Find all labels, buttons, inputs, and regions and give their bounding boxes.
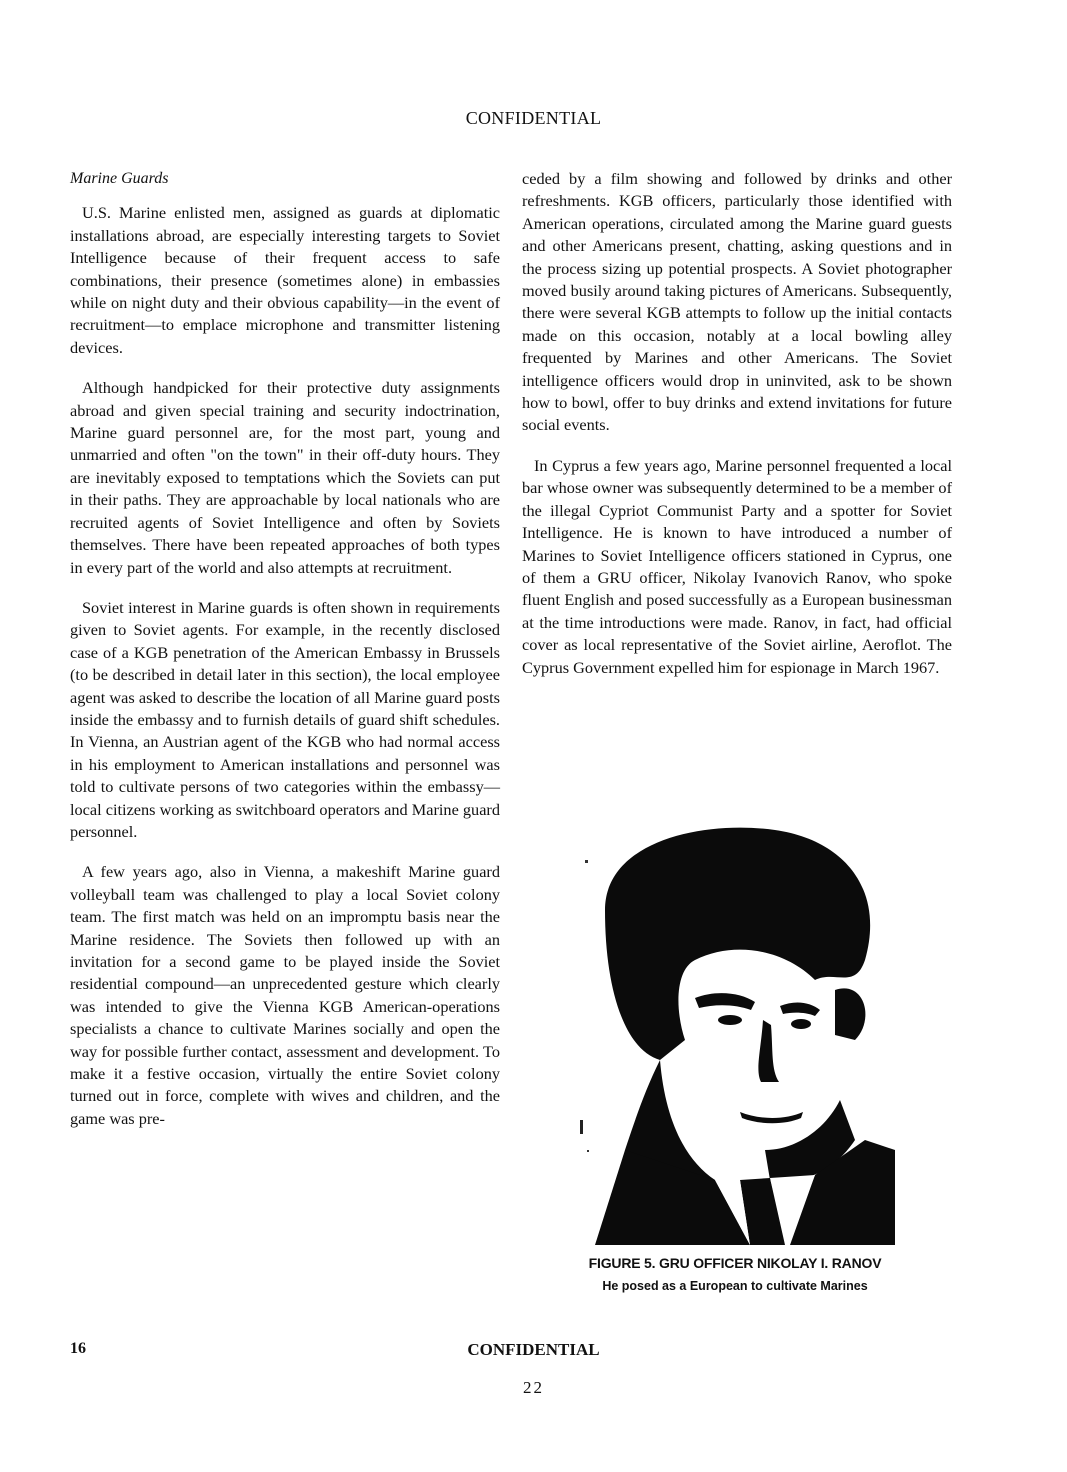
right-column bbox=[522, 168, 952, 697]
footer-classification: CONFIDENTIAL bbox=[467, 1340, 600, 1359]
header-classification: CONFIDENTIAL bbox=[465, 108, 602, 128]
paragraph: Although handpicked for their protective duty assignments abroad and given special training and security indoctrination, Marine guard personnel are, for the most part, young and unmarried and often "on the town" in their off-duty hours. They are inevitably exposed to temptations which the Soviets can put in their paths. They are approachable by local nationals who are recruited agents of Soviet Intelligence and often by Soviets themselves. There have been repeated approaches of both types in every part of the world and also attempts at recruitment. bbox=[70, 378, 500, 577]
caption-subtitle: He posed as a European to cultivate Marines bbox=[602, 1279, 868, 1293]
sheet-number: 22 bbox=[523, 1378, 544, 1397]
figure-caption bbox=[520, 1255, 950, 1293]
portrait-photo bbox=[565, 820, 895, 1245]
caption-title: FIGURE 5. GRU OFFICER NIKOLAY I. RANOV bbox=[588, 1255, 882, 1271]
paragraph: ceded by a film showing and followed by drinks and other refreshments. KGB officers, particularly those identified with American operations, circulated among the Marine guard guests and other Americans present, chatting, asking questions and in the process sizing up potential prospects. A Soviet photographer moved busily around taking pictures of Americans. Subsequently, there were several KGB attempts to follow up the initial contacts made on this occasion, notably at a local bowling alley frequented by Marines and other Americans. The Soviet intelligence officers would drop in uninvited, ask to be shown how to bowl, offer to buy drinks and extend invitations for future social events. bbox=[522, 169, 952, 435]
paragraph: In Cyprus a few years ago, Marine personnel frequented a local bar whose owner was subsequently determined to be a member of the illegal Cypriot Communist Party and a spotter for Soviet Intelligence. He is known to have introduced a number of Marines to Soviet Intelligence officers stationed in Cyprus, one of them a GRU officer, Nikolay Ivanovich Ranov, who spoke fluent English and posed successfully as a European businessman at the time introductions were made. Ranov, in fact, had official cover as local representative of the Soviet airline, Aeroflot. The Cyprus Government expelled him for espionage in March 1967. bbox=[522, 455, 952, 677]
paragraph: A few years ago, also in Vienna, a makeshift Marine guard volleyball team was challenged to play a local Soviet colony team. The first match was held on an impromptu basis near the Marine residence. The Soviets then followed up with an invitation for a second game to be played inside the Soviet residential compound—an unprecedented gesture which clearly was intended to give the Vienna KGB American-operations specialists a chance to cultivate Marines socially and open the way for possible further contact, assessment and development. To make it a festive occasion, virtually the entire Soviet colony turned out in force, complete with wives and children, and the game was pre- bbox=[70, 862, 500, 1128]
portrait-image bbox=[565, 820, 895, 1245]
page-number: 16 bbox=[70, 1340, 86, 1357]
section-title: Marine Guards bbox=[70, 170, 169, 187]
left-column bbox=[70, 168, 500, 1148]
paragraph: Soviet interest in Marine guards is often shown in requirements given to Soviet agents. For example, in the recently disclosed case of a KGB penetration of the American Embassy in Brussels (to be described in detail later in this section), the local employee agent was asked to describe the location of all Marine guard posts inside the embassy and to furnish details of guard shift schedules. In Vienna, an Austrian agent of the KGB who had normal access in his employment to American installations and personnel was told to cultivate persons of two categories within the embassy—local citizens working as switchboard operators and Marine guard personnel. bbox=[70, 597, 500, 841]
paragraph: U.S. Marine enlisted men, assigned as guards at diplomatic installations abroad, are especially interesting targets to Soviet Intelligence because of their frequent access to safe combinations, their presence (sometimes alone) in embassies while on night duty and their obvious capability—in the event of recruitment—to emplace microphone and transmitter listening devices. bbox=[70, 203, 500, 357]
